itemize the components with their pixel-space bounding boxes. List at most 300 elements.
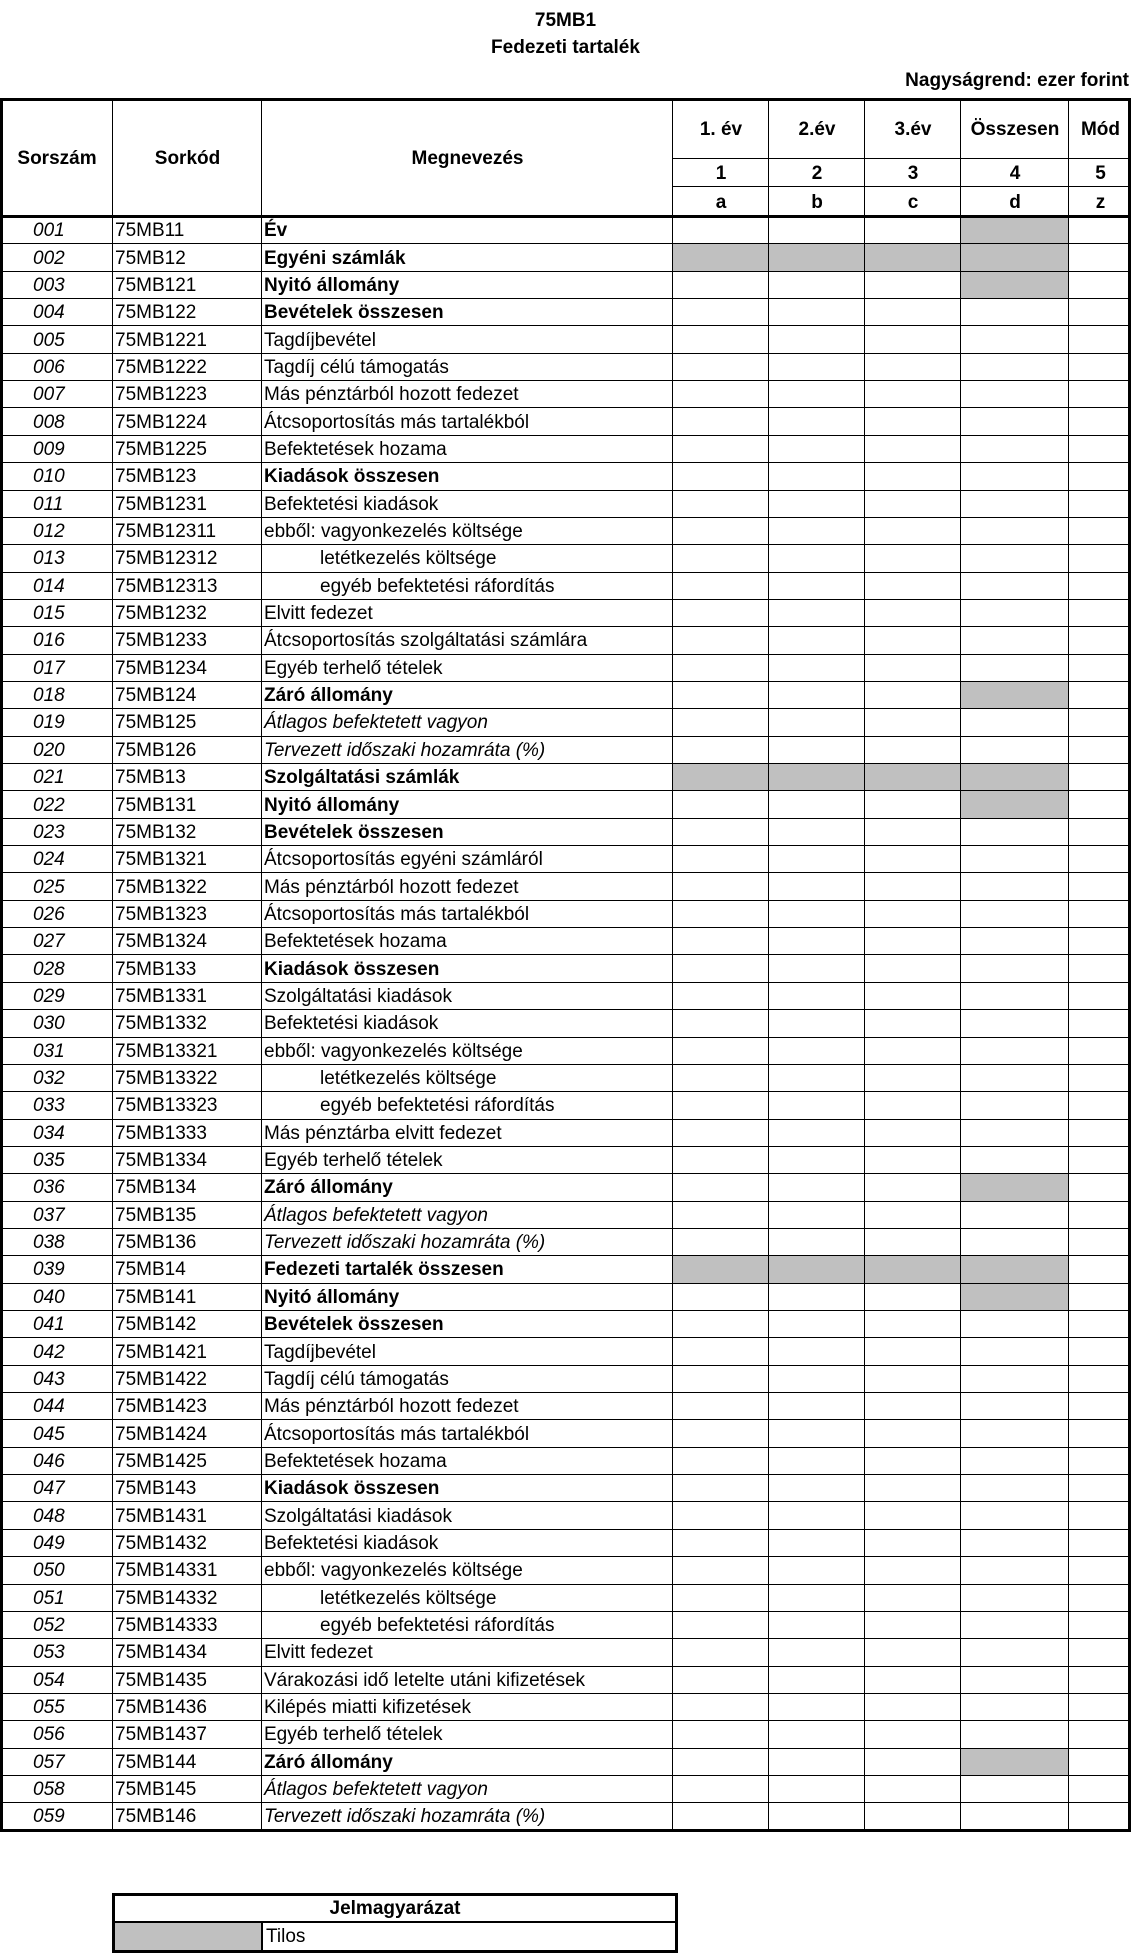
input-cell[interactable] [864, 1337, 961, 1365]
input-cell[interactable] [672, 572, 769, 600]
input-cell[interactable] [864, 1748, 961, 1776]
input-cell[interactable] [768, 1748, 865, 1776]
row-megnevezes: Egyéb terhelő tételek [261, 1146, 673, 1174]
row-sorkod: 75MB124 [112, 681, 262, 709]
input-cell[interactable] [1068, 1009, 1131, 1037]
input-cell[interactable] [864, 325, 961, 353]
input-cell[interactable] [768, 818, 865, 846]
input-cell[interactable] [768, 708, 865, 736]
input-cell[interactable] [672, 435, 769, 463]
input-cell[interactable] [1068, 1419, 1131, 1447]
row-sorkod: 75MB1434 [112, 1638, 262, 1666]
input-cell[interactable] [672, 927, 769, 955]
input-cell[interactable] [960, 1447, 1069, 1475]
row-sorszam: 046 [0, 1447, 113, 1475]
input-cell[interactable] [1068, 872, 1131, 900]
input-cell[interactable] [768, 1638, 865, 1666]
input-cell[interactable] [1068, 982, 1131, 1010]
input-cell[interactable] [768, 1310, 865, 1338]
input-cell[interactable] [1068, 708, 1131, 736]
input-cell[interactable] [864, 1447, 961, 1475]
input-cell[interactable] [960, 1337, 1069, 1365]
input-cell[interactable] [1068, 1037, 1131, 1065]
row-sorszam: 049 [0, 1529, 113, 1557]
input-cell[interactable] [768, 681, 865, 709]
input-cell[interactable] [672, 1310, 769, 1338]
input-cell[interactable] [768, 298, 865, 326]
input-cell[interactable] [864, 872, 961, 900]
input-cell[interactable] [1068, 1556, 1131, 1584]
input-cell[interactable] [864, 1146, 961, 1174]
input-cell[interactable] [672, 1584, 769, 1612]
input-cell[interactable] [1068, 517, 1131, 545]
input-cell[interactable] [960, 1365, 1069, 1393]
row-sorszam: 016 [0, 626, 113, 654]
input-cell[interactable] [960, 490, 1069, 518]
input-cell[interactable] [960, 708, 1069, 736]
input-cell[interactable] [1068, 1119, 1131, 1147]
input-cell[interactable] [768, 572, 865, 600]
input-cell[interactable] [864, 1556, 961, 1584]
input-cell[interactable] [864, 845, 961, 873]
input-cell[interactable] [768, 1802, 865, 1830]
input-cell[interactable] [864, 900, 961, 928]
input-cell[interactable] [672, 681, 769, 709]
input-cell[interactable] [1068, 818, 1131, 846]
input-cell[interactable] [1068, 298, 1131, 326]
input-cell[interactable] [960, 982, 1069, 1010]
input-cell[interactable] [960, 1310, 1069, 1338]
input-cell[interactable] [1068, 1638, 1131, 1666]
input-cell[interactable] [768, 353, 865, 381]
input-cell[interactable] [672, 216, 769, 244]
input-cell[interactable] [672, 353, 769, 381]
input-cell[interactable] [960, 872, 1069, 900]
input-cell[interactable] [1068, 763, 1131, 791]
input-cell[interactable] [960, 1611, 1069, 1639]
input-cell[interactable] [768, 1037, 865, 1065]
input-cell[interactable] [768, 1447, 865, 1475]
input-cell[interactable] [1068, 271, 1131, 299]
input-cell[interactable] [672, 462, 769, 490]
input-cell[interactable] [1068, 380, 1131, 408]
input-cell[interactable] [1068, 845, 1131, 873]
input-cell[interactable] [960, 1119, 1069, 1147]
input-cell[interactable] [864, 1666, 961, 1694]
input-cell[interactable] [864, 599, 961, 627]
input-cell[interactable] [960, 462, 1069, 490]
input-cell[interactable] [768, 900, 865, 928]
input-cell[interactable] [768, 1501, 865, 1529]
input-cell[interactable] [1068, 681, 1131, 709]
input-cell[interactable] [768, 626, 865, 654]
input-cell[interactable] [1068, 1091, 1131, 1119]
row-megnevezes: Átcsoportosítás szolgáltatási számlára [261, 626, 673, 654]
row-sorszam: 033 [0, 1091, 113, 1119]
input-cell[interactable] [672, 1693, 769, 1721]
input-cell[interactable] [960, 1666, 1069, 1694]
input-cell[interactable] [672, 1638, 769, 1666]
input-cell[interactable] [1068, 1365, 1131, 1393]
input-cell[interactable] [864, 572, 961, 600]
input-cell[interactable] [864, 407, 961, 435]
input-cell[interactable] [864, 1091, 961, 1119]
input-cell[interactable] [960, 298, 1069, 326]
input-cell[interactable] [672, 982, 769, 1010]
input-cell[interactable] [960, 1638, 1069, 1666]
input-cell[interactable] [1068, 1146, 1131, 1174]
input-cell[interactable] [672, 325, 769, 353]
input-cell[interactable] [1068, 216, 1131, 244]
input-cell[interactable] [672, 1091, 769, 1119]
input-cell[interactable] [864, 1802, 961, 1830]
input-cell[interactable] [960, 517, 1069, 545]
input-cell[interactable] [768, 654, 865, 682]
input-cell[interactable] [864, 1529, 961, 1557]
input-cell[interactable] [1068, 1064, 1131, 1092]
input-cell[interactable] [768, 599, 865, 627]
input-cell[interactable] [768, 736, 865, 764]
input-cell[interactable] [864, 1584, 961, 1612]
input-cell[interactable] [768, 872, 865, 900]
input-cell[interactable] [672, 1556, 769, 1584]
input-cell[interactable] [864, 708, 961, 736]
input-cell[interactable] [864, 1501, 961, 1529]
row-megnevezes: Tagdíjbevétel [261, 1337, 673, 1365]
input-cell[interactable] [864, 1064, 961, 1092]
unit-note: Nagyságrend: ezer forint [905, 70, 1129, 91]
input-cell[interactable] [960, 353, 1069, 381]
row-sorkod: 75MB1224 [112, 407, 262, 435]
input-cell[interactable] [960, 736, 1069, 764]
input-cell[interactable] [1068, 1748, 1131, 1776]
input-cell[interactable] [864, 790, 961, 818]
input-cell[interactable] [768, 216, 865, 244]
input-cell[interactable] [864, 681, 961, 709]
input-cell[interactable] [1068, 900, 1131, 928]
input-cell[interactable] [864, 1474, 961, 1502]
input-cell[interactable] [960, 1419, 1069, 1447]
input-cell[interactable] [864, 1310, 961, 1338]
input-cell[interactable] [864, 435, 961, 463]
input-cell[interactable] [768, 517, 865, 545]
input-cell[interactable] [1068, 544, 1131, 572]
input-cell[interactable] [672, 900, 769, 928]
input-cell[interactable] [960, 1775, 1069, 1803]
input-cell[interactable] [1068, 1693, 1131, 1721]
input-cell[interactable] [768, 1556, 865, 1584]
input-cell[interactable] [960, 1228, 1069, 1256]
input-cell[interactable] [768, 1337, 865, 1365]
input-cell[interactable] [672, 1447, 769, 1475]
input-cell[interactable] [864, 380, 961, 408]
input-cell[interactable] [960, 407, 1069, 435]
input-cell[interactable] [768, 927, 865, 955]
input-cell[interactable] [864, 490, 961, 518]
input-cell[interactable] [1068, 1501, 1131, 1529]
row-sorkod: 75MB122 [112, 298, 262, 326]
input-cell[interactable] [864, 1775, 961, 1803]
input-cell[interactable] [672, 490, 769, 518]
input-cell[interactable] [864, 1119, 961, 1147]
input-cell[interactable] [864, 353, 961, 381]
input-cell[interactable] [960, 1556, 1069, 1584]
input-cell[interactable] [960, 1693, 1069, 1721]
input-cell[interactable] [1068, 626, 1131, 654]
input-cell[interactable] [672, 380, 769, 408]
input-cell[interactable] [768, 1584, 865, 1612]
input-cell[interactable] [1068, 1255, 1131, 1283]
input-cell[interactable] [768, 490, 865, 518]
input-cell[interactable] [672, 1611, 769, 1639]
input-cell[interactable] [672, 1064, 769, 1092]
input-cell[interactable] [960, 845, 1069, 873]
input-cell[interactable] [672, 872, 769, 900]
input-cell[interactable] [672, 954, 769, 982]
input-cell[interactable] [672, 599, 769, 627]
input-cell[interactable] [768, 1228, 865, 1256]
input-cell[interactable] [672, 1720, 769, 1748]
input-cell[interactable] [768, 1365, 865, 1393]
input-cell[interactable] [768, 1611, 865, 1639]
input-cell[interactable] [768, 1009, 865, 1037]
input-cell[interactable] [768, 1173, 865, 1201]
input-cell[interactable] [672, 1501, 769, 1529]
input-cell[interactable] [960, 544, 1069, 572]
input-cell[interactable] [1068, 1228, 1131, 1256]
input-cell[interactable] [768, 1693, 865, 1721]
input-cell[interactable] [672, 271, 769, 299]
input-cell[interactable] [672, 1529, 769, 1557]
input-cell[interactable] [672, 1802, 769, 1830]
input-cell[interactable] [768, 271, 865, 299]
input-cell[interactable] [864, 517, 961, 545]
input-cell[interactable] [960, 1064, 1069, 1092]
input-cell[interactable] [768, 462, 865, 490]
input-cell[interactable] [960, 1529, 1069, 1557]
input-cell[interactable] [672, 1666, 769, 1694]
input-cell[interactable] [864, 1283, 961, 1311]
input-cell[interactable] [864, 462, 961, 490]
input-cell[interactable] [672, 845, 769, 873]
input-cell[interactable] [1068, 353, 1131, 381]
input-cell[interactable] [960, 380, 1069, 408]
input-cell[interactable] [960, 654, 1069, 682]
input-cell[interactable] [672, 1748, 769, 1776]
input-cell[interactable] [960, 1201, 1069, 1229]
input-cell[interactable] [1068, 1584, 1131, 1612]
input-cell[interactable] [768, 1146, 865, 1174]
input-cell[interactable] [672, 1419, 769, 1447]
input-cell[interactable] [864, 736, 961, 764]
input-cell[interactable] [960, 1474, 1069, 1502]
row-sorszam: 023 [0, 818, 113, 846]
row-sorszam: 030 [0, 1009, 113, 1037]
input-cell[interactable] [672, 544, 769, 572]
input-cell[interactable] [672, 1365, 769, 1393]
input-cell[interactable] [864, 1173, 961, 1201]
input-cell[interactable] [864, 1228, 961, 1256]
input-cell[interactable] [672, 1283, 769, 1311]
input-cell[interactable] [768, 1720, 865, 1748]
input-cell[interactable] [1068, 927, 1131, 955]
input-cell[interactable] [864, 1037, 961, 1065]
row-sorszam: 005 [0, 325, 113, 353]
input-cell[interactable] [672, 1009, 769, 1037]
input-cell[interactable] [672, 708, 769, 736]
input-cell[interactable] [960, 1501, 1069, 1529]
input-cell[interactable] [960, 1009, 1069, 1037]
input-cell[interactable] [672, 626, 769, 654]
row-sorszam: 024 [0, 845, 113, 873]
input-cell[interactable] [768, 1474, 865, 1502]
input-cell[interactable] [1068, 790, 1131, 818]
input-cell[interactable] [1068, 599, 1131, 627]
input-cell[interactable] [768, 1201, 865, 1229]
input-cell[interactable] [864, 626, 961, 654]
input-cell[interactable] [768, 435, 865, 463]
input-cell[interactable] [1068, 1201, 1131, 1229]
input-cell[interactable] [768, 1392, 865, 1420]
input-cell[interactable] [1068, 1392, 1131, 1420]
input-cell[interactable] [768, 790, 865, 818]
input-cell[interactable] [672, 1228, 769, 1256]
input-cell[interactable] [960, 1146, 1069, 1174]
input-cell[interactable] [960, 325, 1069, 353]
input-cell[interactable] [864, 1611, 961, 1639]
input-cell[interactable] [864, 1720, 961, 1748]
input-cell[interactable] [1068, 1611, 1131, 1639]
input-cell[interactable] [1068, 1447, 1131, 1475]
input-cell[interactable] [1068, 1474, 1131, 1502]
input-cell[interactable] [864, 927, 961, 955]
row-megnevezes: Elvitt fedezet [261, 1638, 673, 1666]
input-cell[interactable] [672, 736, 769, 764]
input-cell[interactable] [1068, 1775, 1131, 1803]
input-cell[interactable] [960, 435, 1069, 463]
input-cell[interactable] [768, 982, 865, 1010]
input-cell[interactable] [768, 1064, 865, 1092]
input-cell[interactable] [1068, 572, 1131, 600]
input-cell[interactable] [1068, 1337, 1131, 1365]
input-cell[interactable] [1068, 325, 1131, 353]
input-cell[interactable] [768, 845, 865, 873]
input-cell[interactable] [768, 1419, 865, 1447]
input-cell[interactable] [672, 1474, 769, 1502]
input-cell[interactable] [864, 271, 961, 299]
input-cell[interactable] [672, 790, 769, 818]
input-cell[interactable] [864, 1009, 961, 1037]
input-cell[interactable] [960, 818, 1069, 846]
input-cell[interactable] [768, 380, 865, 408]
input-cell[interactable] [672, 1037, 769, 1065]
input-cell[interactable] [768, 1119, 865, 1147]
input-cell[interactable] [864, 954, 961, 982]
input-cell[interactable] [864, 1365, 961, 1393]
input-cell[interactable] [672, 1173, 769, 1201]
input-cell[interactable] [960, 1392, 1069, 1420]
input-cell[interactable] [768, 544, 865, 572]
input-cell[interactable] [672, 298, 769, 326]
row-megnevezes: Záró állomány [261, 681, 673, 709]
input-cell[interactable] [1068, 1666, 1131, 1694]
input-cell[interactable] [768, 407, 865, 435]
input-cell[interactable] [960, 1720, 1069, 1748]
input-cell[interactable] [1068, 490, 1131, 518]
input-cell[interactable] [960, 927, 1069, 955]
input-cell[interactable] [672, 407, 769, 435]
input-cell[interactable] [960, 599, 1069, 627]
input-cell[interactable] [672, 1146, 769, 1174]
input-cell[interactable] [1068, 954, 1131, 982]
forbidden-cell [864, 243, 961, 271]
input-cell[interactable] [960, 626, 1069, 654]
input-cell[interactable] [960, 900, 1069, 928]
input-cell[interactable] [1068, 1310, 1131, 1338]
input-cell[interactable] [1068, 1173, 1131, 1201]
input-cell[interactable] [768, 1775, 865, 1803]
input-cell[interactable] [864, 298, 961, 326]
input-cell[interactable] [1068, 243, 1131, 271]
input-cell[interactable] [672, 1392, 769, 1420]
input-cell[interactable] [768, 954, 865, 982]
input-cell[interactable] [768, 1283, 865, 1311]
input-cell[interactable] [672, 517, 769, 545]
input-cell[interactable] [672, 654, 769, 682]
row-megnevezes: Tervezett időszaki hozamráta (%) [261, 1802, 673, 1830]
input-cell[interactable] [768, 1091, 865, 1119]
input-cell[interactable] [864, 1638, 961, 1666]
input-cell[interactable] [672, 1201, 769, 1229]
row-sorkod: 75MB131 [112, 790, 262, 818]
input-cell[interactable] [1068, 1529, 1131, 1557]
input-cell[interactable] [672, 818, 769, 846]
input-cell[interactable] [864, 544, 961, 572]
input-cell[interactable] [960, 954, 1069, 982]
input-cell[interactable] [864, 818, 961, 846]
input-cell[interactable] [864, 1693, 961, 1721]
input-cell[interactable] [960, 1584, 1069, 1612]
input-cell[interactable] [864, 1419, 961, 1447]
input-cell[interactable] [1068, 407, 1131, 435]
input-cell[interactable] [672, 1337, 769, 1365]
input-cell[interactable] [1068, 1802, 1131, 1830]
input-cell[interactable] [960, 1802, 1069, 1830]
input-cell[interactable] [864, 982, 961, 1010]
input-cell[interactable] [864, 216, 961, 244]
input-cell[interactable] [864, 654, 961, 682]
input-cell[interactable] [768, 1666, 865, 1694]
input-cell[interactable] [960, 1091, 1069, 1119]
input-cell[interactable] [672, 1119, 769, 1147]
input-cell[interactable] [864, 1392, 961, 1420]
input-cell[interactable] [672, 1775, 769, 1803]
input-cell[interactable] [1068, 654, 1131, 682]
input-cell[interactable] [1068, 736, 1131, 764]
input-cell[interactable] [768, 325, 865, 353]
input-cell[interactable] [960, 572, 1069, 600]
input-cell[interactable] [864, 1201, 961, 1229]
input-cell[interactable] [960, 1037, 1069, 1065]
input-cell[interactable] [1068, 1283, 1131, 1311]
input-cell[interactable] [768, 1529, 865, 1557]
row-megnevezes: Nyitó állomány [261, 1283, 673, 1311]
input-cell[interactable] [1068, 435, 1131, 463]
input-cell[interactable] [1068, 462, 1131, 490]
row-sorszam: 054 [0, 1666, 113, 1694]
input-cell[interactable] [1068, 1720, 1131, 1748]
forbidden-cell [960, 681, 1069, 709]
